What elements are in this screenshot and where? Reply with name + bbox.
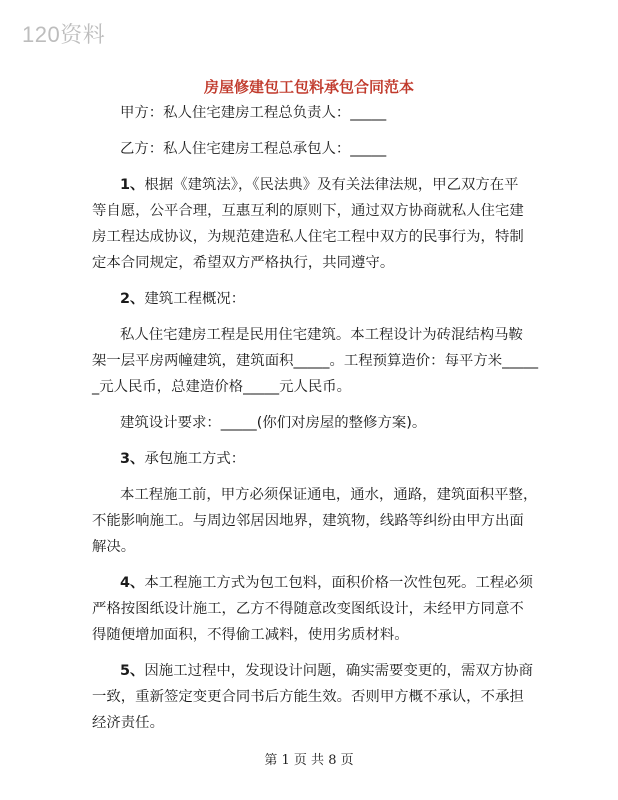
section-2-heading xyxy=(92,286,532,312)
document-body xyxy=(92,100,539,736)
page-number-footer: 第 1 页 共 8 页 xyxy=(264,753,354,768)
document-title: 房屋修建包工包料承包合同范本 xyxy=(203,78,414,96)
section-2-line-2: 架一层平房两幢建筑，建筑面积_____。工程预算造价：每平方米_____ xyxy=(92,353,539,369)
section-1-line-3: 房工程达成协议，为规范建造私人住宅工程中双方的民事行为，特制 xyxy=(92,229,524,245)
section-4-line-2: 严格按图纸设计施工，乙方不得随意改变图纸设计，未经甲方同意不 xyxy=(92,601,524,617)
section-4-line-1 xyxy=(92,570,532,596)
section-3-number: 3、 xyxy=(120,451,145,467)
section-2-number: 2、 xyxy=(120,291,145,307)
section-2-heading-text: 建筑工程概况： xyxy=(144,291,246,307)
section-4-text: 本工程施工方式为包工包料，面积价格一次性包死。工程必须 xyxy=(144,575,533,591)
section-4-number: 4、 xyxy=(120,575,145,591)
section-1-line-1 xyxy=(92,172,532,198)
section-1-text: 根据《建筑法》，《民法典》及有关法律法规，甲乙双方在平 xyxy=(144,177,519,193)
section-3-line-1: 本工程施工前，甲方必须保证通电，通水，通路，建筑面积平整， xyxy=(120,487,538,503)
section-4-line-3: 得随便增加面积，不得偷工减料，使用劣质材料。 xyxy=(92,627,409,643)
section-3-line-3: 解决。 xyxy=(92,539,136,555)
section-1-number: 1、 xyxy=(120,177,145,193)
section-3-heading xyxy=(92,446,532,472)
section-5-line-3: 经济责任。 xyxy=(92,715,164,731)
section-3-heading-text: 承包施工方式： xyxy=(144,451,246,467)
watermark: 120资料 xyxy=(22,22,106,47)
section-5-line-1 xyxy=(92,658,532,684)
party-a-line: 甲方：私人住宅建房工程总负责人：_____ xyxy=(120,105,387,121)
section-2-line-3: _元人民币，总建造价格_____元人民币。 xyxy=(92,379,352,395)
party-b-line: 乙方：私人住宅建房工程总承包人：_____ xyxy=(120,141,387,157)
section-5-text: 因施工过程中，发现设计问题，确实需要变更的，需双方协商 xyxy=(144,663,533,679)
section-5-line-2: 一致，重新签定变更合同书后方能生效。否则甲方概不承认，不承担 xyxy=(92,689,524,705)
section-2-line-1: 私人住宅建房工程是民用住宅建筑。本工程设计为砖混结构马鞍 xyxy=(120,327,523,343)
section-1-line-4: 定本合同规定，希望双方严格执行，共同遵守。 xyxy=(92,255,395,271)
section-1-line-2: 等自愿，公平合理，互惠互利的原则下，通过双方协商就私人住宅建 xyxy=(92,203,524,219)
section-3-line-2: 不能影响施工。与周边邻居因地界，建筑物，线路等纠纷由甲方出面 xyxy=(92,513,524,529)
section-5-number: 5、 xyxy=(120,663,145,679)
section-2-design: 建筑设计要求：_____(你们对房屋的整修方案)。 xyxy=(120,415,427,431)
